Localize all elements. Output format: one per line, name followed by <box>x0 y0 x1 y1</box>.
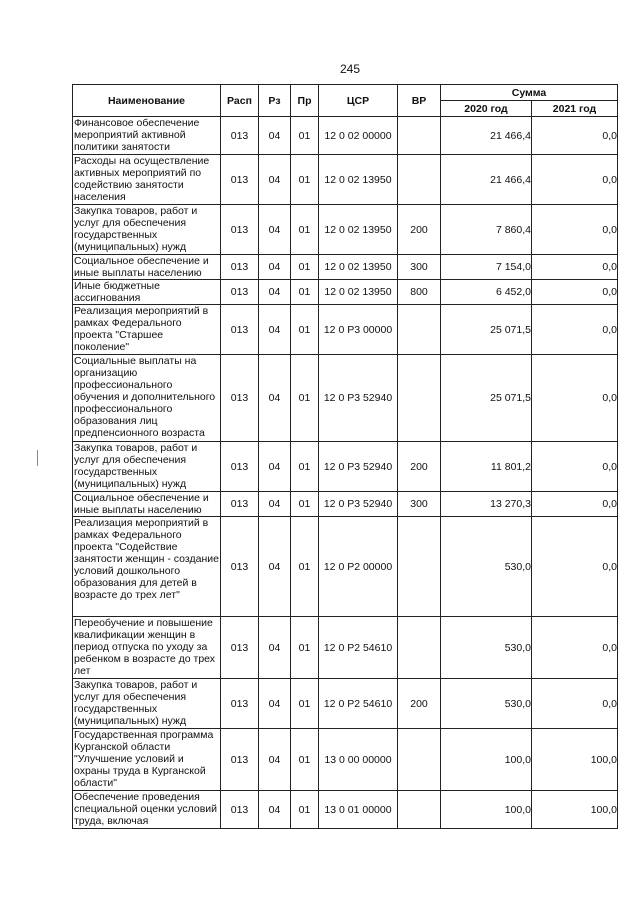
table-row <box>73 305 618 355</box>
cell-pr: 01 <box>291 305 319 355</box>
cell-pr: 01 <box>291 280 319 305</box>
cell-pr: 01 <box>291 617 319 679</box>
cell-rz: 04 <box>259 155 291 205</box>
scan-margin-mark <box>37 450 38 466</box>
cell-sum-2020: 25 071,5 <box>441 305 532 355</box>
cell-sum-2020: 6 452,0 <box>441 280 532 305</box>
table-row <box>73 679 618 729</box>
cell-sum-2020: 530,0 <box>441 517 532 617</box>
cell-sum-2020: 11 801,2 <box>441 442 532 492</box>
cell-pr: 01 <box>291 355 319 442</box>
cell-sum-2020: 25 071,5 <box>441 355 532 442</box>
table-row <box>73 492 618 517</box>
table-row <box>73 155 618 205</box>
cell-csr: 12 0 Р2 00000 <box>319 517 398 617</box>
cell-csr: 12 0 Р3 52940 <box>319 442 398 492</box>
cell-sum-2021: 0,0 <box>532 305 618 355</box>
cell-sum-2021: 0,0 <box>532 517 618 617</box>
cell-rz: 04 <box>259 442 291 492</box>
cell-rz: 04 <box>259 280 291 305</box>
cell-sum-2021: 0,0 <box>532 255 618 280</box>
cell-pr: 01 <box>291 729 319 791</box>
cell-pr: 01 <box>291 791 319 829</box>
cell-name: Реализация мероприятий в рамках Федерального проекта "Старшее поколение" <box>73 305 221 355</box>
cell-rz: 04 <box>259 492 291 517</box>
cell-vr: 300 <box>398 492 441 517</box>
table-row <box>73 442 618 492</box>
header-sum: Сумма <box>441 85 618 101</box>
cell-sum-2021: 0,0 <box>532 617 618 679</box>
cell-sum-2021: 0,0 <box>532 679 618 729</box>
cell-sum-2021: 100,0 <box>532 729 618 791</box>
cell-rasp: 013 <box>221 492 259 517</box>
cell-csr: 12 0 Р2 54610 <box>319 679 398 729</box>
header-row-top <box>73 85 618 101</box>
table-row <box>73 517 618 617</box>
cell-sum-2021: 0,0 <box>532 492 618 517</box>
cell-pr: 01 <box>291 517 319 617</box>
cell-sum-2021: 0,0 <box>532 117 618 155</box>
cell-rasp: 013 <box>221 517 259 617</box>
cell-csr: 12 0 02 13950 <box>319 205 398 255</box>
cell-csr: 12 0 Р2 54610 <box>319 617 398 679</box>
cell-rz: 04 <box>259 255 291 280</box>
cell-csr: 12 0 Р3 52940 <box>319 492 398 517</box>
page-number: 245 <box>339 62 361 76</box>
cell-name: Реализация мероприятий в рамках Федерального проекта "Содействие занятости женщин - создание условий дошкольного образования для детей в возрасте до трех лет" <box>73 517 221 617</box>
cell-sum-2020: 100,0 <box>441 791 532 829</box>
header-year-2020: 2020 год <box>441 101 532 117</box>
cell-pr: 01 <box>291 205 319 255</box>
cell-sum-2021: 0,0 <box>532 280 618 305</box>
header-rz: Рз <box>259 85 291 117</box>
cell-csr: 12 0 02 13950 <box>319 155 398 205</box>
header-rasp: Расп <box>221 85 259 117</box>
cell-rasp: 013 <box>221 355 259 442</box>
table-row <box>73 355 618 442</box>
cell-vr: 200 <box>398 205 441 255</box>
cell-csr: 12 0 02 13950 <box>319 255 398 280</box>
table-row <box>73 791 618 829</box>
cell-pr: 01 <box>291 679 319 729</box>
cell-name: Иные бюджетные ассигнования <box>73 280 221 305</box>
cell-name: Переобучение и повышение квалификации женщин в период отпуска по уходу за ребенком в возрасте до трех лет <box>73 617 221 679</box>
cell-rz: 04 <box>259 117 291 155</box>
cell-vr <box>398 617 441 679</box>
cell-sum-2021: 0,0 <box>532 205 618 255</box>
cell-name: Социальное обеспечение и иные выплаты населению <box>73 255 221 280</box>
cell-rasp: 013 <box>221 155 259 205</box>
cell-name: Финансовое обеспечение мероприятий активной политики занятости <box>73 117 221 155</box>
cell-rasp: 013 <box>221 679 259 729</box>
cell-csr: 13 0 01 00000 <box>319 791 398 829</box>
table-row <box>73 617 618 679</box>
table-row <box>73 255 618 280</box>
cell-csr: 12 0 Р3 52940 <box>319 355 398 442</box>
cell-rz: 04 <box>259 517 291 617</box>
cell-sum-2020: 530,0 <box>441 679 532 729</box>
cell-name: Обеспечение проведения специальной оценки условий труда, включая <box>73 791 221 829</box>
cell-sum-2021: 100,0 <box>532 791 618 829</box>
cell-pr: 01 <box>291 492 319 517</box>
cell-vr <box>398 117 441 155</box>
cell-rasp: 013 <box>221 791 259 829</box>
cell-rasp: 013 <box>221 617 259 679</box>
cell-name: Закупка товаров, работ и услуг для обеспечения государственных (муниципальных) нужд <box>73 679 221 729</box>
cell-rz: 04 <box>259 791 291 829</box>
cell-sum-2020: 530,0 <box>441 617 532 679</box>
cell-rasp: 013 <box>221 305 259 355</box>
cell-csr: 13 0 00 00000 <box>319 729 398 791</box>
cell-pr: 01 <box>291 255 319 280</box>
cell-name: Социальные выплаты на организацию профессионального обучения и дополнительного профессионального образования лиц предпенсионного возраста <box>73 355 221 442</box>
cell-rasp: 013 <box>221 205 259 255</box>
cell-vr <box>398 729 441 791</box>
cell-name: Закупка товаров, работ и услуг для обеспечения государственных (муниципальных) нужд <box>73 442 221 492</box>
header-name: Наименование <box>73 85 221 117</box>
cell-vr <box>398 791 441 829</box>
cell-rz: 04 <box>259 679 291 729</box>
cell-sum-2020: 7 154,0 <box>441 255 532 280</box>
cell-rasp: 013 <box>221 280 259 305</box>
cell-vr <box>398 355 441 442</box>
cell-name: Социальное обеспечение и иные выплаты населению <box>73 492 221 517</box>
cell-sum-2020: 21 466,4 <box>441 117 532 155</box>
table-row <box>73 729 618 791</box>
cell-pr: 01 <box>291 117 319 155</box>
cell-csr: 12 0 02 00000 <box>319 117 398 155</box>
table-row <box>73 117 618 155</box>
cell-name: Закупка товаров, работ и услуг для обеспечения государственных (муниципальных) нужд <box>73 205 221 255</box>
cell-vr <box>398 305 441 355</box>
cell-sum-2020: 21 466,4 <box>441 155 532 205</box>
cell-sum-2021: 0,0 <box>532 155 618 205</box>
cell-sum-2021: 0,0 <box>532 355 618 442</box>
header-pr: Пр <box>291 85 319 117</box>
cell-vr: 300 <box>398 255 441 280</box>
cell-csr: 12 0 02 13950 <box>319 280 398 305</box>
cell-rasp: 013 <box>221 117 259 155</box>
cell-rz: 04 <box>259 305 291 355</box>
header-csr: ЦСР <box>319 85 398 117</box>
table-body <box>73 117 618 829</box>
cell-sum-2021: 0,0 <box>532 442 618 492</box>
cell-vr: 200 <box>398 679 441 729</box>
budget-table <box>72 84 618 829</box>
table-row <box>73 280 618 305</box>
cell-csr: 12 0 Р3 00000 <box>319 305 398 355</box>
cell-rz: 04 <box>259 617 291 679</box>
table-row <box>73 205 618 255</box>
cell-sum-2020: 100,0 <box>441 729 532 791</box>
cell-sum-2020: 7 860,4 <box>441 205 532 255</box>
cell-rasp: 013 <box>221 255 259 280</box>
cell-pr: 01 <box>291 442 319 492</box>
cell-vr: 200 <box>398 442 441 492</box>
header-vr: ВР <box>398 85 441 117</box>
cell-vr <box>398 155 441 205</box>
cell-rz: 04 <box>259 205 291 255</box>
cell-rasp: 013 <box>221 729 259 791</box>
cell-name: Расходы на осуществление активных мероприятий по содействию занятости населения <box>73 155 221 205</box>
cell-vr: 800 <box>398 280 441 305</box>
cell-name: Государственная программа Курганской области "Улучшение условий и охраны труда в Курганской области" <box>73 729 221 791</box>
cell-pr: 01 <box>291 155 319 205</box>
header-year-2021: 2021 год <box>532 101 618 117</box>
cell-sum-2020: 13 270,3 <box>441 492 532 517</box>
cell-rasp: 013 <box>221 442 259 492</box>
cell-rz: 04 <box>259 355 291 442</box>
cell-vr <box>398 517 441 617</box>
cell-rz: 04 <box>259 729 291 791</box>
